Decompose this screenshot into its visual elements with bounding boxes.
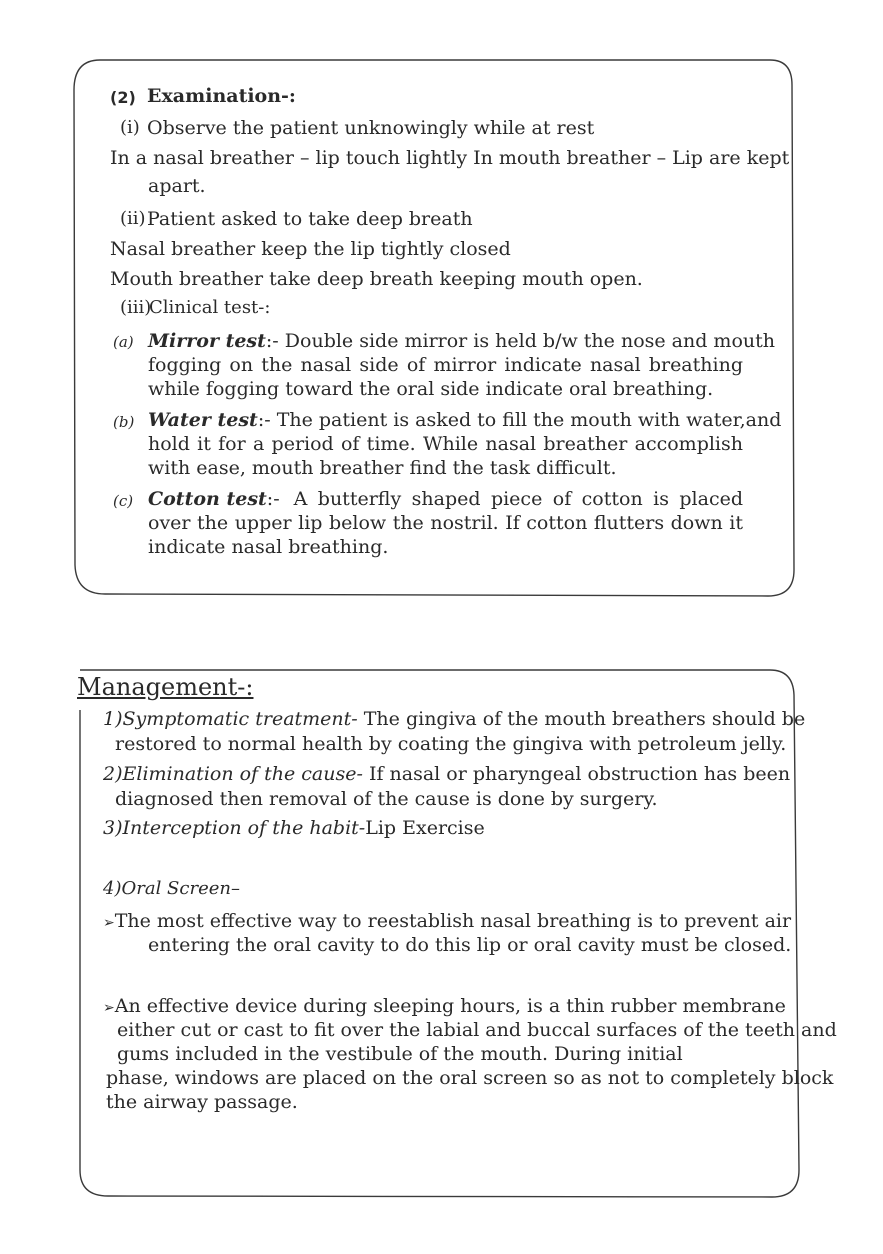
management-heading: Management-: — [77, 673, 254, 701]
mgmt-item-1-title: 1)Symptomatic treatment- — [103, 708, 358, 730]
bullet-1-line1 — [103, 909, 791, 935]
nasal-breather-line: Nasal breather keep the lip tightly closed — [110, 238, 511, 260]
test-b-line3: with ease, mouth breather find the task difficult. — [148, 457, 617, 479]
step-iii-label: (iii) — [120, 297, 152, 318]
step-ii-label: (ii) — [120, 208, 146, 229]
bullet-2-line5: the airway passage. — [106, 1091, 298, 1113]
test-a-label: (a) — [113, 333, 134, 351]
bullet-2-text: An effective device during sleeping hours, is a thin rubber membrane — [114, 995, 786, 1017]
test-b-sep: :- — [257, 409, 271, 431]
test-c-line2: over the upper lip below the nostril. If cotton flutters down it — [148, 512, 743, 534]
examination-heading: Examination-: — [147, 85, 296, 107]
mgmt-item-1-line1 — [103, 707, 805, 731]
step-i-text: Observe the patient unknowingly while at rest — [147, 117, 595, 139]
mgmt-item-2-line2: diagnosed then removal of the cause is done by surgery. — [115, 788, 658, 810]
test-c-line1 — [148, 487, 743, 511]
bullet-2-line1 — [103, 994, 786, 1020]
test-a-line2: fogging on the nasal side of mirror indicate nasal breathing — [148, 354, 743, 376]
test-c-sep: :- — [266, 488, 280, 510]
mgmt-item-3-line1 — [103, 816, 485, 840]
test-a-text1: Double side mirror is held b/w the nose and mouth — [284, 330, 775, 352]
mgmt-item-2-text: If nasal or pharyngeal obstruction has been — [362, 763, 791, 785]
oral-screen-title: 4)Oral Screen– — [103, 878, 240, 899]
examination-number: (2) — [110, 88, 136, 107]
test-a-line3: while fogging toward the oral side indicate oral breathing. — [148, 378, 714, 400]
step-iii-text: Clinical test-: — [149, 297, 271, 318]
rest-observation-line: In a nasal breather – lip touch lightly In mouth breather – Lip are kept — [110, 147, 790, 169]
arrow-bullet-icon: ➢ — [103, 915, 115, 931]
test-c-label: (c) — [113, 492, 134, 510]
bullet-1-line2: entering the oral cavity to do this lip or oral cavity must be closed. — [148, 934, 792, 956]
mgmt-item-3-text: Lip Exercise — [365, 817, 485, 839]
rest-observation-line-cont: apart. — [148, 175, 206, 197]
test-a-name: Mirror test — [148, 330, 266, 352]
step-ii-text: Patient asked to take deep breath — [147, 208, 473, 230]
test-a-sep: :- — [265, 330, 279, 352]
bullet-2-line3: gums included in the vestibule of the mouth. During initial — [117, 1043, 683, 1065]
test-c-line3: indicate nasal breathing. — [148, 536, 389, 558]
bullet-2-line2: either cut or cast to fit over the labial and buccal surfaces of the teeth and — [117, 1019, 837, 1041]
arrow-bullet-icon: ➢ — [103, 1000, 115, 1016]
test-c-text1: A butterfly shaped piece of cotton is placed — [293, 488, 743, 510]
test-b-line1 — [148, 408, 782, 432]
test-c-name: Cotton test — [148, 488, 267, 510]
step-i-label: (i) — [120, 117, 140, 138]
test-b-name: Water test — [148, 409, 258, 431]
mgmt-item-1-text: The gingiva of the mouth breathers should be — [357, 708, 806, 730]
test-b-line2: hold it for a period of time. While nasal breather accomplish — [148, 433, 743, 455]
mgmt-item-2-title: 2)Elimination of the cause- — [103, 763, 363, 785]
test-b-text1: The patient is asked to fill the mouth with water,and — [276, 409, 782, 431]
mgmt-item-2-line1 — [103, 762, 790, 786]
mgmt-item-3-title: 3)Interception of the habit- — [103, 817, 366, 839]
mouth-breather-line: Mouth breather take deep breath keeping mouth open. — [110, 268, 643, 290]
mgmt-item-1-line2: restored to normal health by coating the gingiva with petroleum jelly. — [115, 733, 787, 755]
test-b-label: (b) — [113, 413, 135, 431]
test-a-line1 — [148, 329, 775, 353]
bullet-1-text: The most effective way to reestablish nasal breathing is to prevent air — [114, 910, 792, 932]
bullet-2-line4: phase, windows are placed on the oral screen so as not to completely block — [106, 1067, 834, 1089]
